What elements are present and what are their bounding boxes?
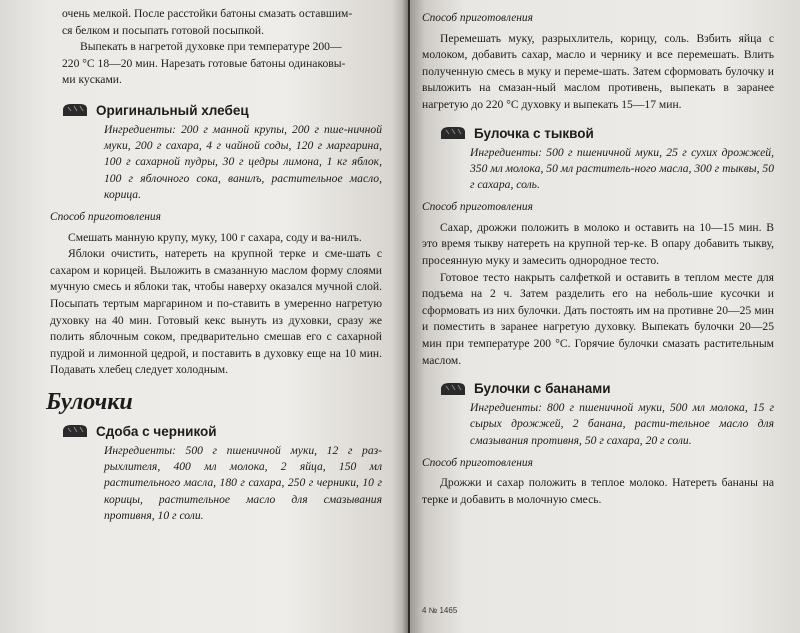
method-step: Готовое тесто накрыть салфеткой и оставить в теплом месте для подъема на 2 ч. Затем разделить его на неболь-шие кусочки и сформовать из них булочки. Дать постоять им на противне 20—25 мин и поместить в заранее нагретую духовку. Выпекать булочки 20—25 мин при температуре 200 °С. Горячие булочки смазать растительным маслом.: [422, 270, 774, 367]
method-step: Яблоки очистить, натереть на крупной терке и сме-шать с сахаром и корицей. Выложить в смазанную маслом форму слоями мучную смесь и яблоки так, чтобы наверху оказался мучной слой. Посыпать тертым маргарином и по-ставить в умеренно нагретую духовку на 40 мин. Готовый кекс вынуть из духовки, сразу же полить яблочным соком, предварительно смешав его с сахарной пудрой и лимонной цедрой, и поставить в духовку еще на 10 мин. Подавать хлебец следует холодным.: [50, 247, 382, 377]
right-page: [410, 0, 800, 633]
recipe-title: Сдоба с черникой: [96, 423, 217, 439]
method-step: Сахар, дрожжи положить в молоко и оставить на 10—15 мин. В это время тыкву натереть на крупной тер-ке. В опару добавить тыкву, просеянную муку и замесить однородное тесто.: [422, 220, 774, 267]
left-column: [44, 0, 382, 530]
right-column: [422, 0, 774, 509]
method-label: Способ приготовления: [422, 12, 533, 24]
section-title: Булочки: [46, 388, 133, 415]
recipe-title-row: [440, 381, 774, 396]
ingredients-text: Ингредиенты: 500 г пшеничной муки, 12 г раз-рыхлителя, 400 мл молока, 2 яйца, 150 мл растительного масла, 180 г сахара, 250 г черники, 10 г корицы, растительное масло для смазывания противня, 10 г соли.: [104, 443, 382, 522]
method-label: Способ приготовления: [422, 456, 533, 469]
bread-loaf-icon: [62, 424, 88, 438]
intro-line: ся белком и посыпать готовой посыпкой.: [62, 23, 265, 37]
method-label: Способ приготовления: [422, 201, 533, 214]
recipe-title-row: [440, 126, 774, 141]
page-footer-signature: 4 № 1465: [422, 606, 458, 615]
ingredients-text: Ингредиенты: 800 г пшеничной муки, 500 мл молока, 15 г сырых дрожжей, 2 банана, расти-тельное масло для смазывания противня, 50 г сахара, 20 г соли.: [470, 401, 774, 447]
method-step: Смешать манную крупу, муку, 100 г сахара, соду и ва-нилъ.: [68, 230, 362, 244]
intro-line: 220 °С 18—20 мин. Нарезать готовые батоны одинаковы-: [62, 56, 346, 70]
bread-loaf-icon: [440, 382, 466, 396]
ingredients-text: Ингредиенты: 500 г пшеничной муки, 25 г сухих дрожжей, 350 мл молока, 50 мл раститель-ного масла, 300 г тыквы, 50 г сахара, соль.: [470, 145, 774, 191]
method-step: Перемешать муку, разрыхлитель, корицу, соль. Взбить яйца с молоком, добавить сахар, масло и чернику и все перемешать. Влить полученную смесь в муку и переме-шать. Затем сформовать булочку и выложить на смазан-ный маслом противень, выпекать в заранее нагретую до 220 °С духовку и выпекать 15—17 мин.: [422, 31, 774, 111]
recipe-title-row: [62, 424, 382, 439]
bread-loaf-icon: [62, 103, 88, 117]
recipe-title: Булочки с бананами: [474, 381, 611, 397]
intro-line: ми кусками.: [62, 73, 122, 87]
intro-line: очень мелкой. После расстойки батоны смазать оставшим-: [62, 7, 353, 20]
intro-line: Выпекать в нагретой духовке при температуре 200—: [80, 40, 342, 54]
ingredients-text: Ингредиенты: 200 г манной крупы, 200 г пше-ничной муки, 200 г сахара, 4 г чайной соды, 120 г маргарина, 100 г сахарной пудры, 30 г цедры лимона, 1 кг яблок, 100 г яблочного сока, ванилъ, растительное масло, корица.: [104, 122, 382, 201]
recipe-title-row: [62, 103, 382, 118]
intro-block: [44, 6, 382, 89]
method-step: Дрожжи и сахар положить в теплое молоко. Натереть бананы на терке и добавить в молочную смесь.: [422, 476, 774, 506]
bread-loaf-icon: [440, 126, 466, 140]
method-label: Способ приготовления: [50, 210, 161, 223]
recipe-title: Булочка с тыквой: [474, 125, 594, 141]
recipe-title: Оригинальный хлебец: [96, 102, 249, 118]
